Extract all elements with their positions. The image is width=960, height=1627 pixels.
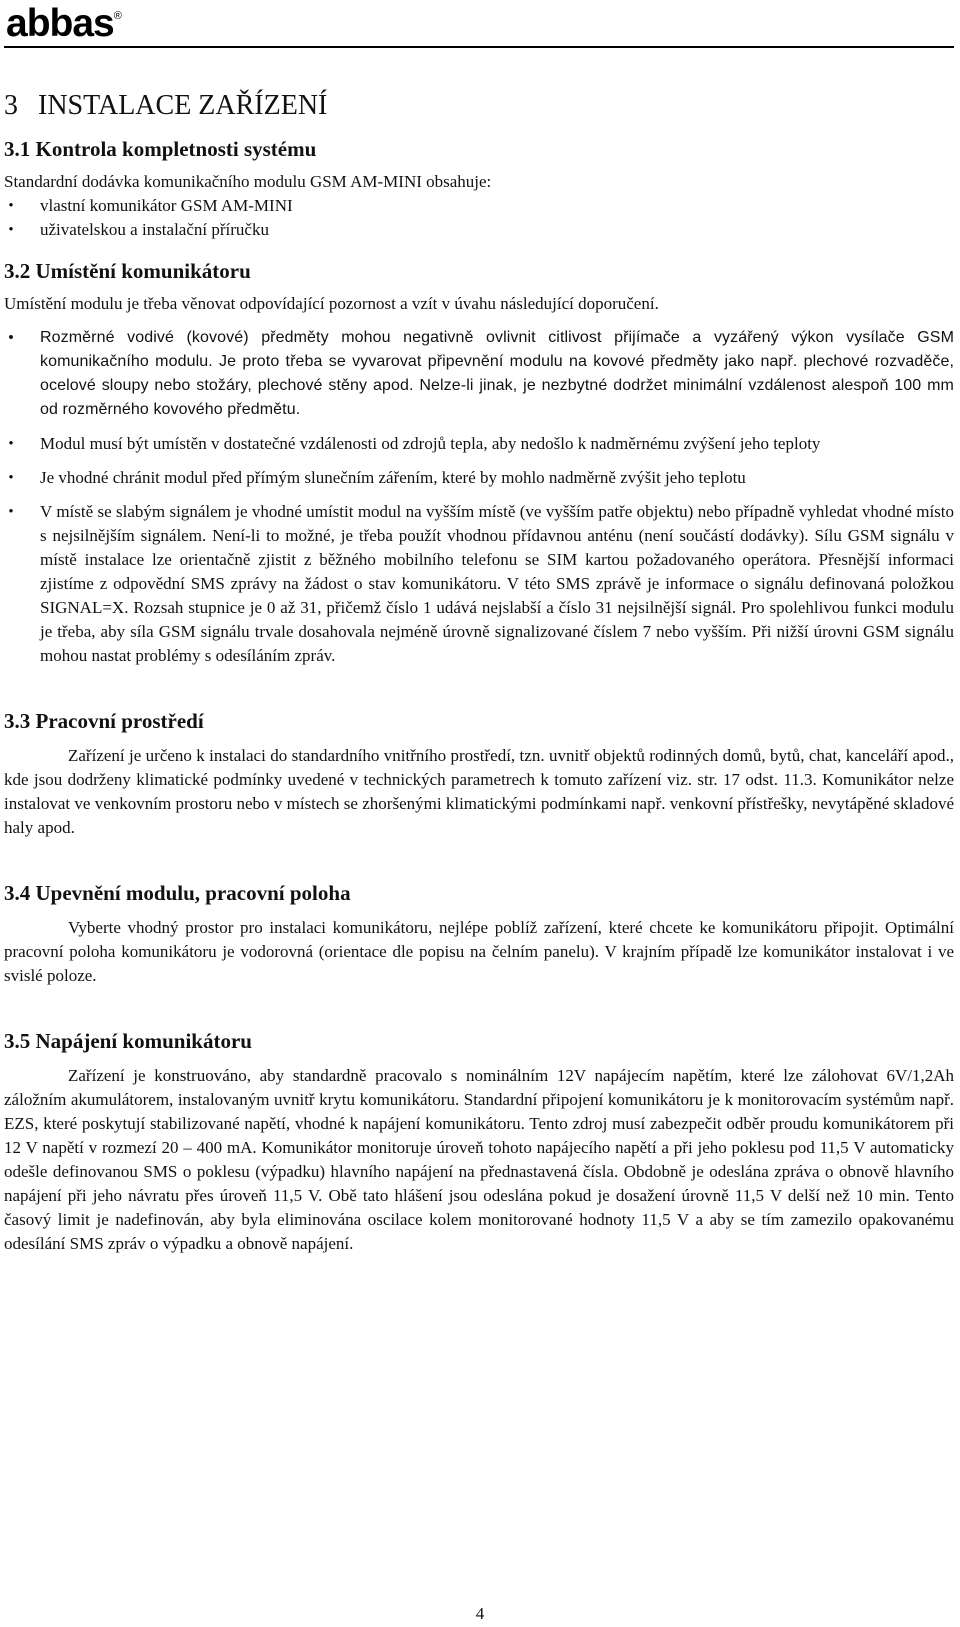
section-3-1-list	[4, 194, 954, 242]
list-item	[4, 432, 954, 456]
section-3-1-intro: Standardní dodávka komunikačního modulu GSM AM-MINI obsahuje:	[4, 172, 492, 191]
section-3-5-title: 3.5 Napájení komunikátoru	[4, 1029, 252, 1053]
section-3-4-body: Vyberte vhodný prostor pro instalaci komunikátoru, nejlépe poblíž zařízení, které chcete ke komunikátoru připojit. Optimální pracovní poloha komunikátoru je vodorovná (orientace dle popisu na čelním panelu). V krajním případě lze komunikátor instalovat i ve svislé poloze.	[4, 918, 954, 985]
list-item	[4, 218, 954, 242]
section-3-5-body: Zařízení je konstruováno, aby standardně pracovalo s nominálním 12V napájecím napětím, které lze zálohovat 6V/1,2Ah záložním akumulátorem, instalovaným uvnitř krytu komunikátoru. Standardní připojení komunikátoru je k monitorovacím systémům např. EZS, které poskytují stabilizované napětí, vhodné k napájení komunikátoru. Tento zdroj musí zabezpečit odběr proudu komunikátorem při 12 V napětí v rozmezí 20 – 400 mA. Komunikátor monitoruje úroveň tohoto napájecího napětí a při jeho poklesu pod 11,5 V automaticky odešle definovanou SMS o poklesu (výpadku) hlavního napájení na přednastavená čísla. Obdobně je odeslána zpráva o obnově hlavního napájení při jeho návratu přes úroveň 11,5 V. Obě tato hlášení jsou odeslána pokud je dosažení úrovně 11,5 V delší než 10 min. Tento časový limit je nadefinován, aby byla eliminována oscilace kolem monitorované hodnoty 11,5 V a aby se tím zamezilo opakovanému odesílání SMS zpráv o výpadku a obnově napájení.	[4, 1066, 954, 1253]
list-item	[4, 326, 954, 422]
list-item-text: uživatelskou a instalační příručku	[40, 220, 269, 239]
list-item	[4, 466, 954, 490]
section-3-1-title: 3.1 Kontrola kompletnosti systému	[4, 137, 317, 161]
list-item-text: vlastní komunikátor GSM AM-MINI	[40, 196, 293, 215]
chapter-title-text: INSTALACE ZAŘÍZENÍ	[38, 90, 328, 121]
logo-text: abbas	[6, 2, 114, 45]
registered-mark: ®	[113, 10, 121, 22]
list-item	[4, 500, 954, 668]
list-item-text: Rozměrné vodivé (kovové) předměty mohou negativně ovlivnit citlivost přijímače a vyzářený výkon vysílače GSM komunikačního modulu. Je proto třeba se vyvarovat připevnění modulu na kovové předměty jako např. plechové rozvaděče, ocelové sloupy nebo stožáry, plechové stěny apod. Nelze-li jinak, je nezbytné dodržet minimální vzdálenost alespoň 100 mm od rozměrného kovového předmětu.	[40, 329, 954, 418]
header-divider	[4, 46, 954, 48]
bullet-icon: •	[8, 436, 14, 452]
section-3-2-intro: Umístění modulu je třeba věnovat odpovídající pozornost a vzít v úvahu následující doporučení.	[4, 294, 659, 313]
chapter-title	[4, 86, 954, 126]
section-3-3-title: 3.3 Pracovní prostředí	[4, 709, 204, 733]
bullet-icon: •	[8, 222, 14, 238]
section-3-2-title: 3.2 Umístění komunikátoru	[4, 259, 251, 283]
abbas-logo	[6, 2, 121, 46]
bullet-icon: •	[8, 198, 14, 214]
bullet-icon: •	[8, 329, 14, 346]
chapter-number: 3	[4, 90, 18, 121]
section-3-2-list	[4, 326, 954, 668]
list-item-text: Modul musí být umístěn v dostatečné vzdálenosti od zdrojů tepla, aby nedošlo k nadměrnému zvýšení jeho teploty	[40, 434, 821, 453]
bullet-icon: •	[8, 470, 14, 486]
section-3-4-title: 3.4 Upevnění modulu, pracovní poloha	[4, 881, 351, 905]
bullet-icon: •	[8, 504, 14, 520]
list-item	[4, 194, 954, 218]
list-item-text: Je vhodné chránit modul před přímým slunečním zářením, které by mohlo nadměrně zvýšit jeho teplotu	[40, 468, 746, 487]
section-3-3-body: Zařízení je určeno k instalaci do standardního vnitřního prostředí, tzn. uvnitř objektů rodinných domů, bytů, chat, kanceláří apod., kde jsou dodrženy klimatické podmínky uvedené v technických parametrech k tomuto zařízení viz. str. 17 odst. 11.3. Komunikátor nelze instalovat ve venkovním prostoru nebo v místech se zhoršenými klimatickými podmínkami např. venkovní přístřešky, nevytápěné skladové haly apod.	[4, 746, 954, 837]
page-number: 4	[475, 1604, 485, 1623]
list-item-text: V místě se slabým signálem je vhodné umístit modul na vyšším místě (ve vyšším patře objektu) nebo případně vyhledat vhodné místo s nejsilnějším signálem. Není-li to možné, je třeba použít vhodnou přídavnou anténu (není součástí dodávky). Sílu GSM signálu v místě instalace lze orientačně zjistit z běžného mobilního telefonu se SIM kartou požadovaného operátora. Přesnější informaci zjistíme z odpovědní SMS zprávy na žádost o stav komunikátoru. V této SMS zprávě je informace o signálu definovaná položkou SIGNAL=X. Rozsah stupnice je 0 až 31, přičemž číslo 1 udává nejslabší a číslo 31 nejsilnější signál. Pro spolehlivou funkci modulu je třeba, aby síla GSM signálu trvale dosahovala nejméně úrovně signalizované číslem 7 nebo vyšším. Při nižší úrovni GSM signálu mohou nastat problémy s odesíláním zpráv.	[40, 502, 954, 665]
page-content	[4, 86, 954, 1256]
